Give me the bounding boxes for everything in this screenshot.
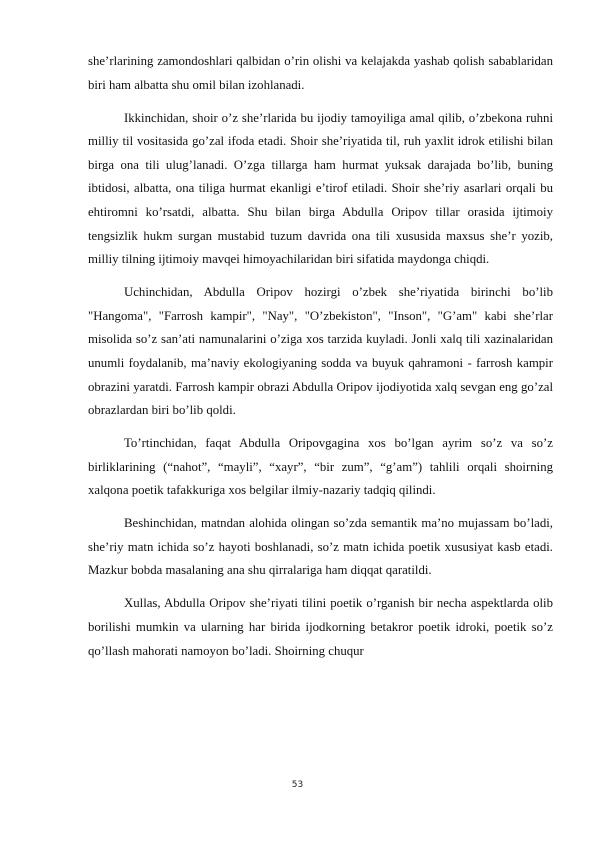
page-number: 53 <box>291 780 304 790</box>
paragraph-conclusion: Xullas, Abdulla Oripov she’riyati tilini poetik o’rganish bir necha aspektlarda olib borilishi mumkin va ularning har birida ijodkorning betakror poetik idroki, poetik so’z qo’llash mahorati namoyon bo’ladi. Shoirning chuqur <box>88 596 553 658</box>
paragraph-continuation: she’rlarining zamondoshlari qalbidan o’rin olishi va kelajakda yashab qolish sabablaridan biri ham albatta shu omil bilan izohlanadi. <box>88 54 553 92</box>
paragraph-fourth-point: To’rtinchidan, faqat Abdulla Oripovgagina xos bo’lgan ayrim so’z va so’z birliklarining (“nahot”, “mayli”, “xayr”, “bir zum”, “g’am”) tahlili orqali shoirning xalqona poetik tafakkuriga xos belgilar ilmiy-nazariy tadqiq qilindi. <box>88 436 553 498</box>
paragraph-third-point: Uchinchidan, Abdulla Oripov hozirgi o’zbek she’riyatida birinchi bo’lib "Hangoma", "Farrosh kampir", "Nay", "O’zbekiston", "Inson", "G’am" kabi she’rlar misolida so’z san’ati namunalarini o’ziga xos tarzida kuyladi. Jonli xalq tili xazinalaridan unumli foydalanib, ma’naviy ekologiyaning sodda va buyuk qahramoni - farrosh kampir obrazini yaratdi. Farrosh kampir obrazi Abdulla Oripov ijodiyotida xalq sevgan eng go’zal obrazlardan biri bo’lib qoldi. <box>88 285 553 418</box>
paragraph-fifth-point: Beshinchidan, matndan alohida olingan so’zda semantik ma’no mujassam bo’ladi, she’riy matn ichida so’z hayoti boshlanadi, so’z matn ichida poetik xususiyat kasb etadi. Mazkur bobda masalaning ana shu qirralariga ham diqqat qaratildi. <box>88 516 553 578</box>
document-body <box>88 50 553 673</box>
paragraph-second-point: Ikkinchidan, shoir o’z she’rlarida bu ijodiy tamoyiliga amal qilib, o’zbekona ruhni milliy til vositasida go’zal ifoda etadi. Shoir she’riyatida til, ruh yaxlit idrok etilishi bilan birga ona tili ulug’lanadi. O’zga tillarga ham hurmat yuksak darajada bo’lib, buning ibtidosi, albatta, ona tiliga hurmat ekanligi e’tirof etiladi. Shoir she’riy asarlari orqali bu ehtiromni ko’rsatdi, albatta. Shu bilan birga Abdulla Oripov tillar orasida ijtimoiy tengsizlik hukm surgan mustabid tuzum davrida ona tili xususida maxsus she’r yozib, milliy tilning ijtimoiy mavqei himoyachilaridan biri sifatida maydonga chiqdi. <box>88 110 553 267</box>
